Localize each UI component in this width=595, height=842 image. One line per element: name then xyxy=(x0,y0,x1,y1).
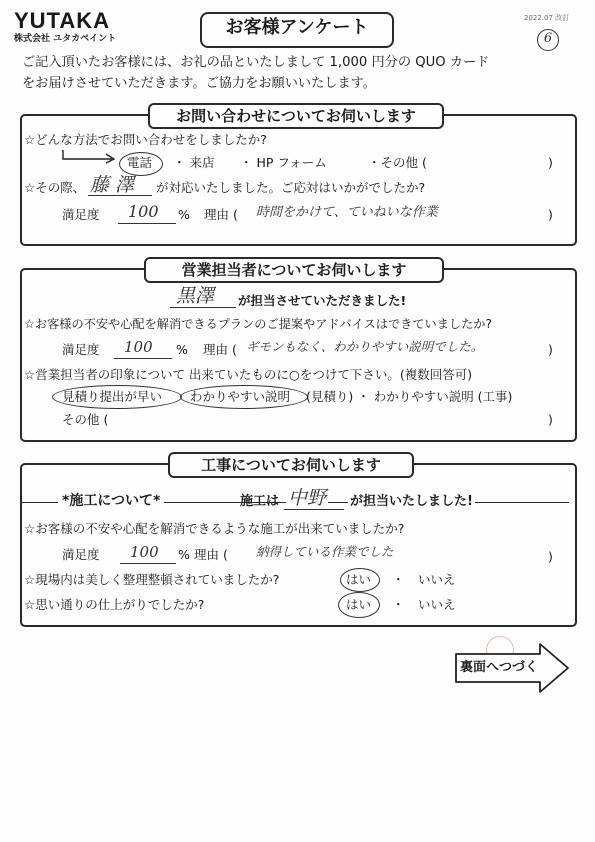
satisfaction-label: 満足度 xyxy=(62,207,100,222)
construction-satisfaction-label: 満足度 xyxy=(62,547,100,562)
next-page-label: 裏面へつづく xyxy=(460,660,539,675)
inquiry-question-prefix: ☆その際、 xyxy=(24,180,86,195)
construction-reason-value[interactable]: 納得している作業でした xyxy=(256,544,394,559)
sales-percent-sign: % xyxy=(176,342,188,357)
finish-yes[interactable]: はい xyxy=(346,597,372,612)
tidy-no[interactable]: いいえ xyxy=(418,572,456,587)
sales-reason-label: 理由 ( xyxy=(203,342,237,357)
section-inquiry-title: お問い合わせについてお伺いします xyxy=(148,103,444,129)
impression-option-clear-explanation[interactable]: わかりやすい説明 xyxy=(190,389,291,404)
arrow-right-icon xyxy=(60,148,118,164)
impression-other-label: その他 ( xyxy=(62,412,109,427)
construction-reason-close: ) xyxy=(548,549,553,564)
option-visit[interactable]: ・ 来店 xyxy=(173,155,215,170)
construction-question-tidy: ☆現場内は美しく整理整頓されていましたか? xyxy=(24,572,280,587)
staff-name-handwritten[interactable]: 藤 澤 xyxy=(90,174,135,196)
tidy-dot: ・ xyxy=(392,572,405,587)
construction-reason-label: 理由 ( xyxy=(194,547,228,562)
worker-prefix: 施工は xyxy=(240,494,280,509)
sales-reason-value[interactable]: ギモンもなく、わかりやすい説明でした。 xyxy=(246,339,484,354)
sales-satisfaction-label: 満足度 xyxy=(62,342,100,357)
finish-no[interactable]: いいえ xyxy=(418,597,456,612)
worker-name-underline xyxy=(284,509,344,510)
intro-line-2: をお届けさせていただきます。ご協力をお願いいたします。 xyxy=(22,76,376,91)
construction-satisfaction-underline xyxy=(120,563,176,564)
sales-rep-handwritten[interactable]: 黒澤 xyxy=(176,285,215,307)
company-name: 株式会社 ユタカペイント xyxy=(14,34,117,44)
sales-reason-close: ) xyxy=(548,342,553,357)
option-other-close: ) xyxy=(548,155,553,170)
option-web-form[interactable]: ・ HP フォーム xyxy=(240,155,327,170)
construction-satisfaction-value[interactable]: 100 xyxy=(130,543,159,561)
version-label: 2022.07 改訂 xyxy=(524,14,570,22)
inquiry-question-method: ☆どんな方法でお問い合わせをしましたか? xyxy=(24,132,267,147)
sales-satisfaction-underline xyxy=(114,358,172,359)
sales-rep-underline xyxy=(170,307,236,308)
sales-satisfaction-value[interactable]: 100 xyxy=(124,338,153,356)
impression-option-quick-estimate[interactable]: 見積り提出が早い xyxy=(62,389,163,404)
satisfaction-underline xyxy=(118,223,176,224)
reason-close: ) xyxy=(548,207,553,222)
reason-label: 理由 ( xyxy=(204,207,238,222)
worker-suffix: が担当いたしました! xyxy=(350,494,473,509)
sales-rep-suffix: が担当させていただきました! xyxy=(238,293,407,308)
sales-question-advice: ☆お客様の不安や心配を解消できるプランのご提案やアドバイスはできていましたか? xyxy=(24,317,492,331)
tidy-yes[interactable]: はい xyxy=(346,572,372,587)
finish-dot: ・ xyxy=(392,597,405,612)
page-number: 6 xyxy=(543,31,553,46)
satisfaction-value[interactable]: 100 xyxy=(128,202,159,221)
sub-section-title: *施工について* xyxy=(58,492,164,510)
percent-sign: % xyxy=(178,207,190,222)
reason-value[interactable]: 時間をかけて、ていねいな作業 xyxy=(256,205,438,220)
section-sales-title: 営業担当者についてお伺いします xyxy=(144,257,444,283)
option-other[interactable]: ・その他 ( xyxy=(368,155,427,170)
page-title: お客様アンケート xyxy=(225,17,369,38)
impression-option-rest[interactable]: (見積り) ・ わかりやすい説明 (工事) xyxy=(306,389,513,404)
worker-name-handwritten[interactable]: 中野 xyxy=(288,487,327,509)
construction-percent-sign: % xyxy=(178,547,190,562)
section-construction-title: 工事についてお伺いします xyxy=(168,452,414,478)
inquiry-question-suffix: が対応いたしました。ご応対はいかがでしたか? xyxy=(156,180,426,195)
impression-other-close: ) xyxy=(548,412,553,427)
construction-question-finish: ☆思い通りの仕上がりでしたか? xyxy=(24,597,205,612)
brand-logo: YUTAKA xyxy=(14,8,111,33)
option-phone[interactable]: 電話 xyxy=(127,155,153,170)
intro-line-1: ご記入頂いたお客様には、お礼の品といたしまして 1,000 円分の QUO カード xyxy=(22,55,490,70)
construction-question-plan: ☆お客様の不安や心配を解消できるような施工が出来ていましたか? xyxy=(24,521,405,536)
sales-question-impression: ☆営業担当者の印象について 出来ていたものに○をつけて下さい。(複数回答可) xyxy=(24,367,473,382)
staff-name-underline xyxy=(88,195,152,196)
